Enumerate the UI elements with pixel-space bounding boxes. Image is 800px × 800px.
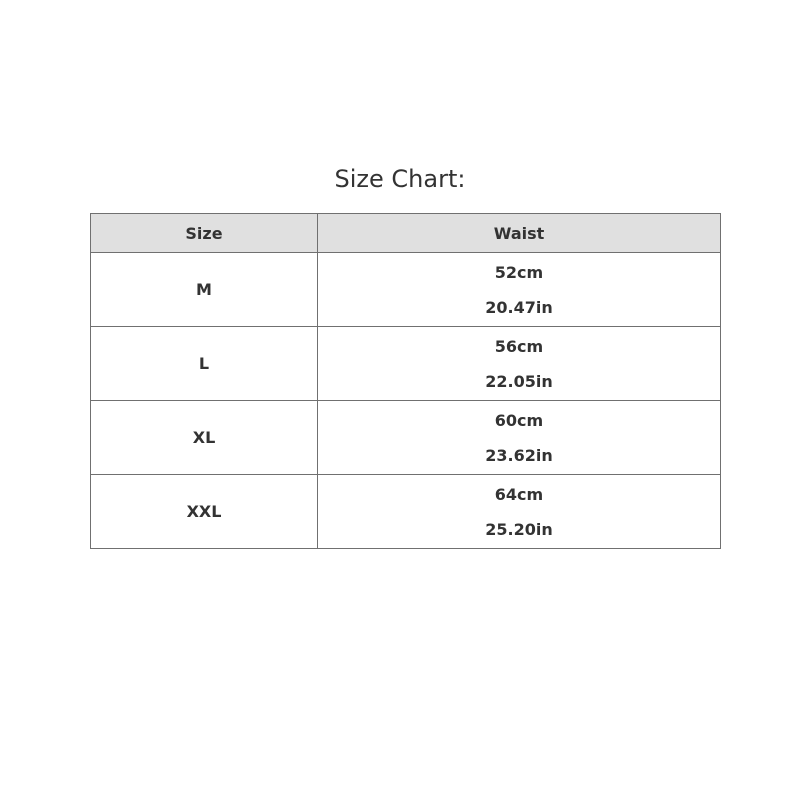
waist-in-value: 20.47in (485, 297, 553, 317)
table-row (91, 327, 721, 401)
waist-in-value: 25.20in (485, 519, 553, 539)
size-cell: L (91, 327, 318, 401)
table-header-row (91, 214, 721, 253)
waist-in-value: 23.62in (485, 445, 553, 465)
size-cell: M (91, 253, 318, 327)
waist-cm-value: 52cm (494, 262, 544, 282)
waist-cell (318, 475, 721, 549)
waist-in-value: 22.05in (485, 371, 553, 391)
waist-cm-value: 56cm (494, 336, 544, 356)
table-row (91, 401, 721, 475)
page-title: Size Chart: (334, 165, 466, 193)
waist-cell (318, 401, 721, 475)
size-cell: XL (91, 401, 318, 475)
table-row (91, 475, 721, 549)
size-cell: XXL (91, 475, 318, 549)
waist-cm-value: 64cm (494, 484, 544, 504)
waist-cm-value: 60cm (494, 410, 544, 430)
size-chart-table (90, 213, 721, 549)
column-header-waist: Waist (318, 214, 721, 253)
table-row (91, 253, 721, 327)
waist-cell (318, 327, 721, 401)
column-header-size: Size (91, 214, 318, 253)
waist-cell (318, 253, 721, 327)
